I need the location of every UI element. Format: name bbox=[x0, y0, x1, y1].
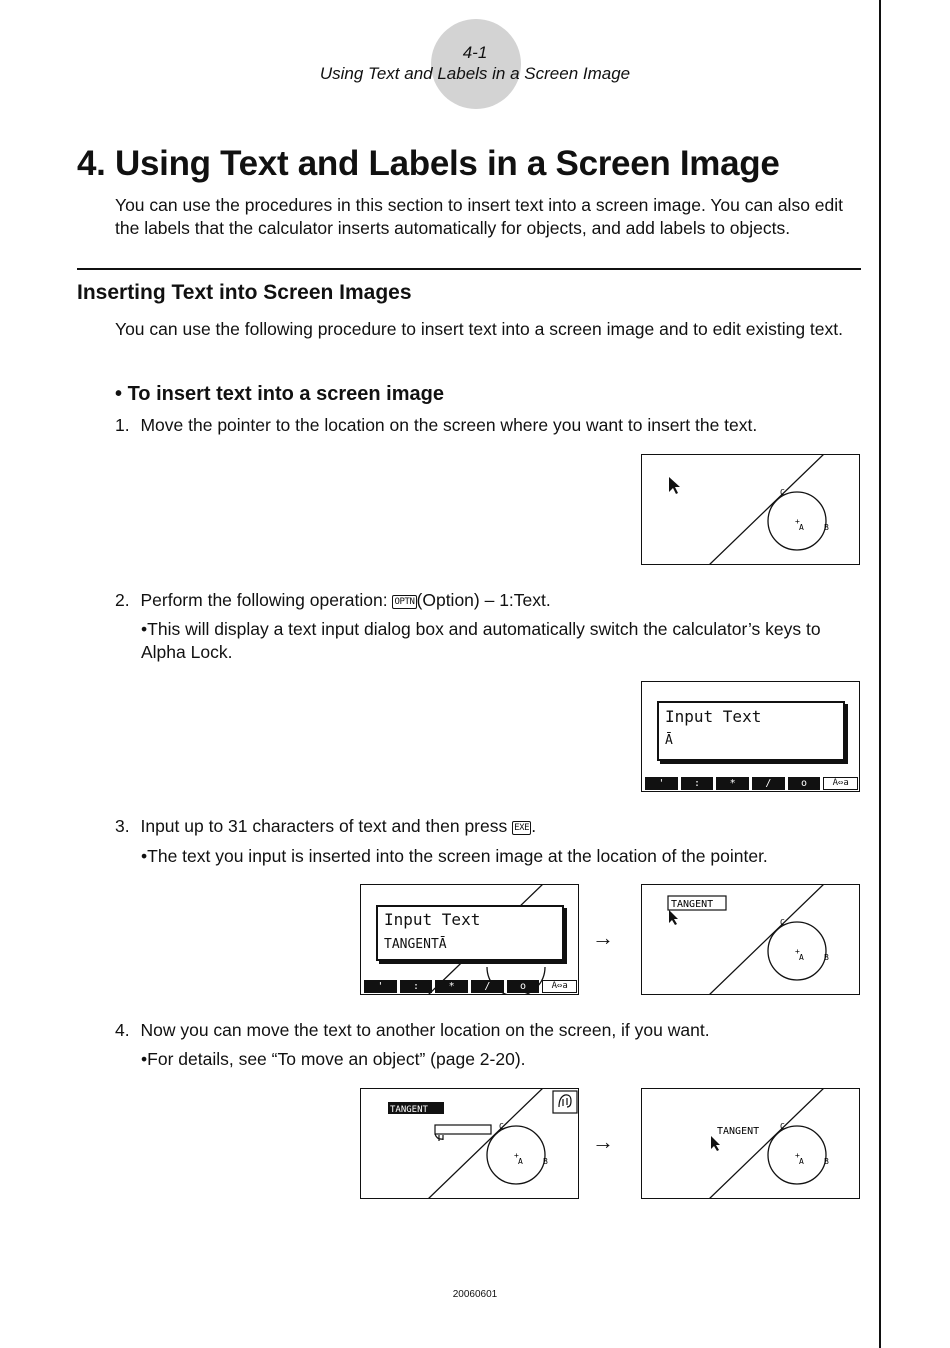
drag-outline bbox=[435, 1125, 491, 1134]
point-c-label: C bbox=[780, 488, 785, 497]
page-title: 4. Using Text and Labels in a Screen Image bbox=[77, 144, 780, 183]
function-key-bar bbox=[364, 980, 577, 993]
point-a-label: A bbox=[799, 953, 804, 962]
fkey-3: * bbox=[716, 777, 749, 790]
point-a-label: A bbox=[518, 1157, 523, 1166]
geometry-figure bbox=[642, 455, 860, 565]
geometry-figure bbox=[642, 885, 860, 995]
section-paragraph: You can use the following procedure to insert text into a screen image and to edit existing text. bbox=[115, 319, 843, 339]
selected-text: TANGENT bbox=[390, 1105, 428, 1115]
step-text: Input up to 31 characters of text and then press bbox=[140, 816, 508, 836]
bullet-text: The text you input is inserted into the screen image at the location of the pointer. bbox=[147, 846, 768, 866]
point-b-label: B bbox=[824, 1157, 829, 1166]
step-number: 4. bbox=[115, 1020, 130, 1040]
intro-paragraph: You can use the procedures in this section to insert text into a screen image. You can also edit the labels that the calculator inserts automatically for objects, and add labels to objects. bbox=[115, 195, 844, 238]
screen-image-step1 bbox=[641, 454, 860, 565]
fkey-6: A⇔a bbox=[823, 777, 858, 790]
fkey-5: o bbox=[788, 777, 821, 790]
page-edge-rule bbox=[879, 0, 881, 1348]
point-b-label: B bbox=[543, 1157, 548, 1166]
section-divider bbox=[77, 268, 861, 270]
step-text: Move the pointer to the location on the screen where you want to insert the text. bbox=[140, 415, 758, 435]
dialog-title: Input Text bbox=[384, 910, 481, 929]
fkey-3: * bbox=[435, 980, 468, 993]
dialog-entry-text: TANGENT bbox=[384, 937, 439, 952]
center-mark: + bbox=[795, 517, 800, 526]
bullet-text: For details, see “To move an object” (page 2-20). bbox=[147, 1049, 526, 1069]
bullet-dot: • bbox=[115, 383, 123, 405]
alpha-cursor: Ā bbox=[665, 733, 673, 748]
transition-arrow: → bbox=[592, 925, 614, 950]
fkey-1: ' bbox=[364, 980, 397, 993]
dialog-title: Input Text bbox=[665, 707, 762, 726]
point-c-label: C bbox=[780, 918, 785, 927]
pointer-cursor bbox=[669, 910, 678, 925]
header-section-title: Using Text and Labels in a Screen Image bbox=[319, 64, 631, 83]
point-b-label: B bbox=[824, 523, 829, 532]
geometry-figure bbox=[642, 1089, 860, 1199]
step-3-bullet bbox=[141, 845, 768, 868]
fkey-6: A⇔a bbox=[542, 980, 577, 993]
step-text: Now you can move the text to another location on the screen, if you want. bbox=[140, 1020, 710, 1040]
step-text-after: . bbox=[531, 816, 537, 836]
procedure-title bbox=[115, 383, 444, 406]
exe-key: EXE bbox=[514, 823, 530, 833]
point-a-label: A bbox=[799, 1157, 804, 1166]
point-a-label: A bbox=[799, 523, 804, 532]
text-input-dialog bbox=[657, 701, 845, 761]
fkey-2: : bbox=[400, 980, 433, 993]
step-number: 1. bbox=[115, 415, 130, 435]
moved-text: TANGENT bbox=[717, 1126, 760, 1137]
svg-text:+: + bbox=[795, 947, 800, 956]
inserted-text: TANGENT bbox=[671, 899, 714, 910]
move-mode-icon-box bbox=[553, 1091, 577, 1113]
svg-text:+: + bbox=[514, 1151, 519, 1160]
optn-key: OPTN bbox=[394, 597, 415, 607]
fkey-4: / bbox=[471, 980, 504, 993]
fkey-2: : bbox=[681, 777, 714, 790]
pointer-cursor bbox=[711, 1136, 720, 1151]
screen-image-step3-result bbox=[641, 884, 860, 995]
screen-image-step3-dialog bbox=[360, 884, 579, 995]
function-key-bar bbox=[645, 777, 858, 790]
pointer-cursor bbox=[669, 477, 680, 494]
step-1 bbox=[115, 414, 757, 437]
fkey-4: / bbox=[752, 777, 785, 790]
step-2 bbox=[115, 589, 551, 612]
dialog-entry: TANGENTĀ bbox=[384, 937, 447, 952]
section-heading: Inserting Text into Screen Images bbox=[77, 281, 412, 304]
step-4 bbox=[115, 1019, 710, 1042]
transition-arrow: → bbox=[592, 1129, 614, 1154]
geometry-figure bbox=[361, 1089, 579, 1199]
screen-image-step4-move bbox=[360, 1088, 579, 1199]
fkey-1: ' bbox=[645, 777, 678, 790]
bullet-dot: • bbox=[141, 1049, 148, 1069]
step-text-after: (Option) – 1:Text. bbox=[416, 590, 551, 610]
screen-image-step4-result bbox=[641, 1088, 860, 1199]
page-footer-code: 20060601 bbox=[452, 1289, 498, 1300]
step-4-bullet bbox=[141, 1048, 526, 1071]
step-2-bullet bbox=[141, 618, 860, 664]
step-number: 3. bbox=[115, 816, 130, 836]
text-input-dialog bbox=[376, 905, 564, 961]
fkey-5: o bbox=[507, 980, 540, 993]
hand-cursor bbox=[435, 1134, 443, 1141]
header-page-number: 4-1 bbox=[462, 43, 488, 62]
bullet-dot: • bbox=[141, 846, 148, 866]
procedure-title-text: To insert text into a screen image bbox=[127, 383, 444, 405]
step-text: Perform the following operation: bbox=[140, 590, 388, 610]
point-b-label: B bbox=[824, 953, 829, 962]
bullet-dot: • bbox=[141, 619, 148, 639]
screen-image-step2 bbox=[641, 681, 860, 792]
bullet-text: This will display a text input dialog box and automatically switch the calculator’s keys to Alpha Lock. bbox=[141, 619, 821, 662]
step-number: 2. bbox=[115, 590, 130, 610]
step-3 bbox=[115, 815, 536, 838]
point-c-label: C bbox=[499, 1122, 504, 1131]
point-c-label: C bbox=[780, 1122, 785, 1131]
svg-text:+: + bbox=[795, 1151, 800, 1160]
